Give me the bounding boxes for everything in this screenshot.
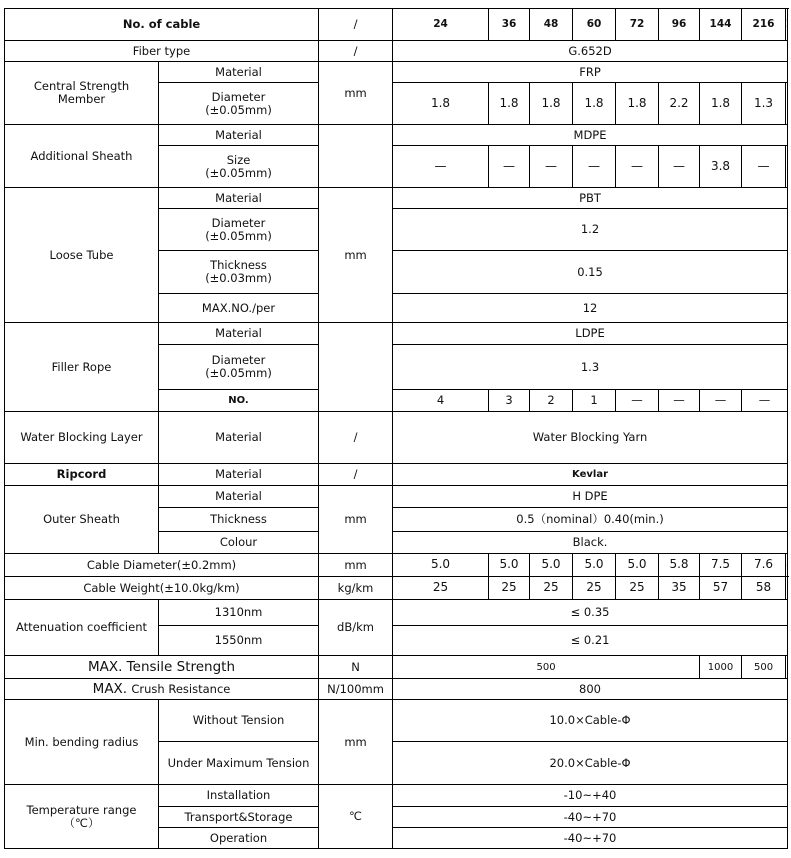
att-1310-label: 1310nm	[159, 600, 319, 626]
os-material-row	[5, 486, 788, 508]
lt-diameter-tolerance: (±0.05mm)	[205, 228, 272, 243]
cw-label: Cable Weight(±10.0kg/km)	[5, 577, 319, 600]
csm-diameter-288	[786, 83, 788, 125]
wb-unit: /	[319, 412, 393, 464]
temp-operation-label: Operation	[159, 828, 319, 849]
csm-diameter-tolerance: (±0.05mm)	[205, 102, 272, 117]
cable-spec-table	[4, 8, 788, 849]
crush-unit: N/100mm	[319, 679, 393, 700]
as-size-36: —	[489, 146, 530, 188]
cw-216: 58	[742, 577, 786, 600]
wb-label: Water Blocking Layer	[5, 412, 159, 464]
fiber-type-unit: /	[319, 41, 393, 62]
as-size-144: 3.8	[700, 146, 742, 188]
csm-diameter-60: 1.8	[573, 83, 616, 125]
as-size-tolerance: (±0.05mm)	[205, 165, 272, 180]
cw-24: 25	[393, 577, 489, 600]
att-unit: dB/km	[319, 600, 393, 656]
count-36: 36	[489, 9, 530, 41]
as-material-row	[5, 125, 788, 146]
cd-row	[5, 554, 788, 577]
cd-60: 5.0	[573, 554, 616, 577]
csm-material-value: FRP	[393, 62, 788, 83]
csm-diameter-96: 2.2	[659, 83, 700, 125]
temp-label-text: Temperature range	[26, 802, 137, 817]
cw-48: 25	[530, 577, 573, 600]
count-288	[786, 9, 788, 41]
bend-unit: mm	[319, 700, 393, 785]
cw-unit: kg/km	[319, 577, 393, 600]
att-1310-value: ≤ 0.35	[393, 600, 788, 626]
lt-thickness-text: Thickness	[210, 258, 267, 273]
count-96: 96	[659, 9, 700, 41]
tensile-144: 1000	[700, 656, 742, 679]
crush-value: 800	[393, 679, 788, 700]
cd-36: 5.0	[489, 554, 530, 577]
csm-diameter-24: 1.8	[393, 83, 489, 125]
temp-install-value: -10~+40	[393, 785, 788, 807]
cw-288	[786, 577, 788, 600]
cd-288	[786, 554, 788, 577]
tensile-main: 500	[393, 656, 700, 679]
as-material-label: Material	[159, 125, 319, 146]
att-1550-value: ≤ 0.21	[393, 626, 788, 656]
cw-72: 25	[616, 577, 659, 600]
lt-unit: mm	[319, 188, 393, 323]
cw-row	[5, 577, 788, 600]
cd-144: 7.5	[700, 554, 742, 577]
fiber-type-row	[5, 41, 788, 62]
lt-material-label: Material	[159, 188, 319, 209]
lt-material-value: PBT	[393, 188, 788, 209]
tensile-unit: N	[319, 656, 393, 679]
tensile-288	[786, 656, 788, 679]
temp-label	[5, 785, 159, 849]
crush-label	[5, 679, 319, 700]
as-size-72: —	[616, 146, 659, 188]
fr-no-label: NO.	[159, 390, 319, 412]
cw-96: 35	[659, 577, 700, 600]
os-material-value: H DPE	[393, 486, 788, 508]
ripcord-label: Ripcord	[5, 464, 159, 486]
as-size-216: —	[742, 146, 786, 188]
temp-transport-value: -40~+70	[393, 807, 788, 828]
count-72: 72	[616, 9, 659, 41]
csm-material-label: Material	[159, 62, 319, 83]
fr-diameter-value: 1.3	[393, 345, 788, 390]
fiber-type-label: Fiber type	[5, 41, 319, 62]
as-label: Additional Sheath	[5, 125, 159, 188]
lt-thickness-value: 0.15	[393, 251, 788, 294]
header-unit: /	[319, 9, 393, 41]
att-1550-label: 1550nm	[159, 626, 319, 656]
cd-96: 5.8	[659, 554, 700, 577]
wb-value: Water Blocking Yarn	[393, 412, 788, 464]
fr-diameter-tolerance: (±0.05mm)	[205, 366, 272, 380]
fr-unit	[319, 323, 393, 412]
os-colour-value: Black.	[393, 532, 788, 554]
lt-maxno-value: 12	[393, 294, 788, 323]
temp-install-row	[5, 785, 788, 807]
fr-no-24: 4	[393, 390, 489, 412]
csm-label-line1: Central Strength	[33, 79, 130, 94]
fr-material-value: LDPE	[393, 323, 788, 345]
fr-no-72: —	[616, 390, 659, 412]
cd-label: Cable Diameter(±0.2mm)	[5, 554, 319, 577]
bend-label: Min. bending radius	[5, 700, 159, 785]
tensile-row	[5, 656, 788, 679]
temp-install-label: Installation	[159, 785, 319, 807]
csm-diameter-216: 1.3	[742, 83, 786, 125]
fr-no-96: —	[659, 390, 700, 412]
csm-diameter-text: Diameter	[211, 89, 266, 104]
cw-36: 25	[489, 577, 530, 600]
cd-216: 7.6	[742, 554, 786, 577]
os-thickness-value: 0.5（nominal）0.40(min.)	[393, 508, 788, 532]
count-60: 60	[573, 9, 616, 41]
bend-without-row	[5, 700, 788, 742]
as-size-label	[159, 146, 319, 188]
csm-material-row	[5, 62, 788, 83]
att-1310-row	[5, 600, 788, 626]
fr-no-36: 3	[489, 390, 530, 412]
csm-unit: mm	[319, 62, 393, 125]
bend-without-label: Without Tension	[159, 700, 319, 742]
os-unit: mm	[319, 486, 393, 554]
os-material-label: Material	[159, 486, 319, 508]
crush-row	[5, 679, 788, 700]
os-colour-label: Colour	[159, 532, 319, 554]
cw-60: 25	[573, 577, 616, 600]
fr-diameter-text: Diameter	[211, 353, 266, 368]
crush-label-text: Crush Resistance	[131, 681, 231, 696]
cd-72: 5.0	[616, 554, 659, 577]
no-of-cable-label: No. of cable	[5, 9, 319, 41]
fiber-type-value: G.652D	[393, 41, 788, 62]
wb-material-label: Material	[159, 412, 319, 464]
csm-label	[5, 62, 159, 125]
fr-no-60: 1	[573, 390, 616, 412]
count-216: 216	[742, 9, 786, 41]
lt-material-row	[5, 188, 788, 209]
count-48: 48	[530, 9, 573, 41]
as-size-96: —	[659, 146, 700, 188]
lt-diameter-text: Diameter	[211, 215, 266, 230]
cd-48: 5.0	[530, 554, 573, 577]
as-size-60: —	[573, 146, 616, 188]
tensile-216: 500	[742, 656, 786, 679]
lt-diameter-label	[159, 209, 319, 251]
lt-maxno-label: MAX.NO./per	[159, 294, 319, 323]
crush-label-max: MAX.	[92, 680, 132, 697]
as-size-48: —	[530, 146, 573, 188]
as-size-24: —	[393, 146, 489, 188]
ripcord-value: Kevlar	[393, 464, 788, 486]
ripcord-unit: /	[319, 464, 393, 486]
lt-diameter-value: 1.2	[393, 209, 788, 251]
lt-thickness-label	[159, 251, 319, 294]
cd-24: 5.0	[393, 554, 489, 577]
as-unit	[319, 125, 393, 188]
csm-label-line2: Member	[57, 92, 106, 106]
temp-operation-value: -40~+70	[393, 828, 788, 849]
fr-label: Filler Rope	[5, 323, 159, 412]
temp-label-unit: （℃）	[63, 815, 100, 830]
header-row	[5, 9, 788, 41]
fr-material-row	[5, 323, 788, 345]
os-label: Outer Sheath	[5, 486, 159, 554]
ripcord-material-label: Material	[159, 464, 319, 486]
cd-unit: mm	[319, 554, 393, 577]
temp-unit: ℃	[319, 785, 393, 849]
ripcord-row	[5, 464, 788, 486]
bend-under-label: Under Maximum Tension	[159, 742, 319, 785]
count-24: 24	[393, 9, 489, 41]
as-material-value: MDPE	[393, 125, 788, 146]
fr-no-216-288: —	[742, 390, 788, 412]
lt-label: Loose Tube	[5, 188, 159, 323]
count-144: 144	[700, 9, 742, 41]
tensile-label: MAX. Tensile Strength	[5, 656, 319, 679]
cw-144: 57	[700, 577, 742, 600]
csm-diameter-144: 1.8	[700, 83, 742, 125]
csm-diameter-48: 1.8	[530, 83, 573, 125]
wb-row	[5, 412, 788, 464]
as-size-288	[786, 146, 788, 188]
bend-without-value: 10.0×Cable-Φ	[393, 700, 788, 742]
csm-diameter-label	[159, 83, 319, 125]
fr-material-label: Material	[159, 323, 319, 345]
csm-diameter-36: 1.8	[489, 83, 530, 125]
os-thickness-label: Thickness	[159, 508, 319, 532]
temp-transport-label: Transport&Storage	[159, 807, 319, 828]
bend-under-value: 20.0×Cable-Φ	[393, 742, 788, 785]
fr-no-48: 2	[530, 390, 573, 412]
csm-diameter-72: 1.8	[616, 83, 659, 125]
as-size-text: Size	[226, 152, 251, 167]
att-label: Attenuation coefficient	[5, 600, 159, 656]
lt-thickness-tolerance: (±0.03mm)	[205, 271, 272, 285]
fr-no-144: —	[700, 390, 742, 412]
fr-diameter-label	[159, 345, 319, 390]
